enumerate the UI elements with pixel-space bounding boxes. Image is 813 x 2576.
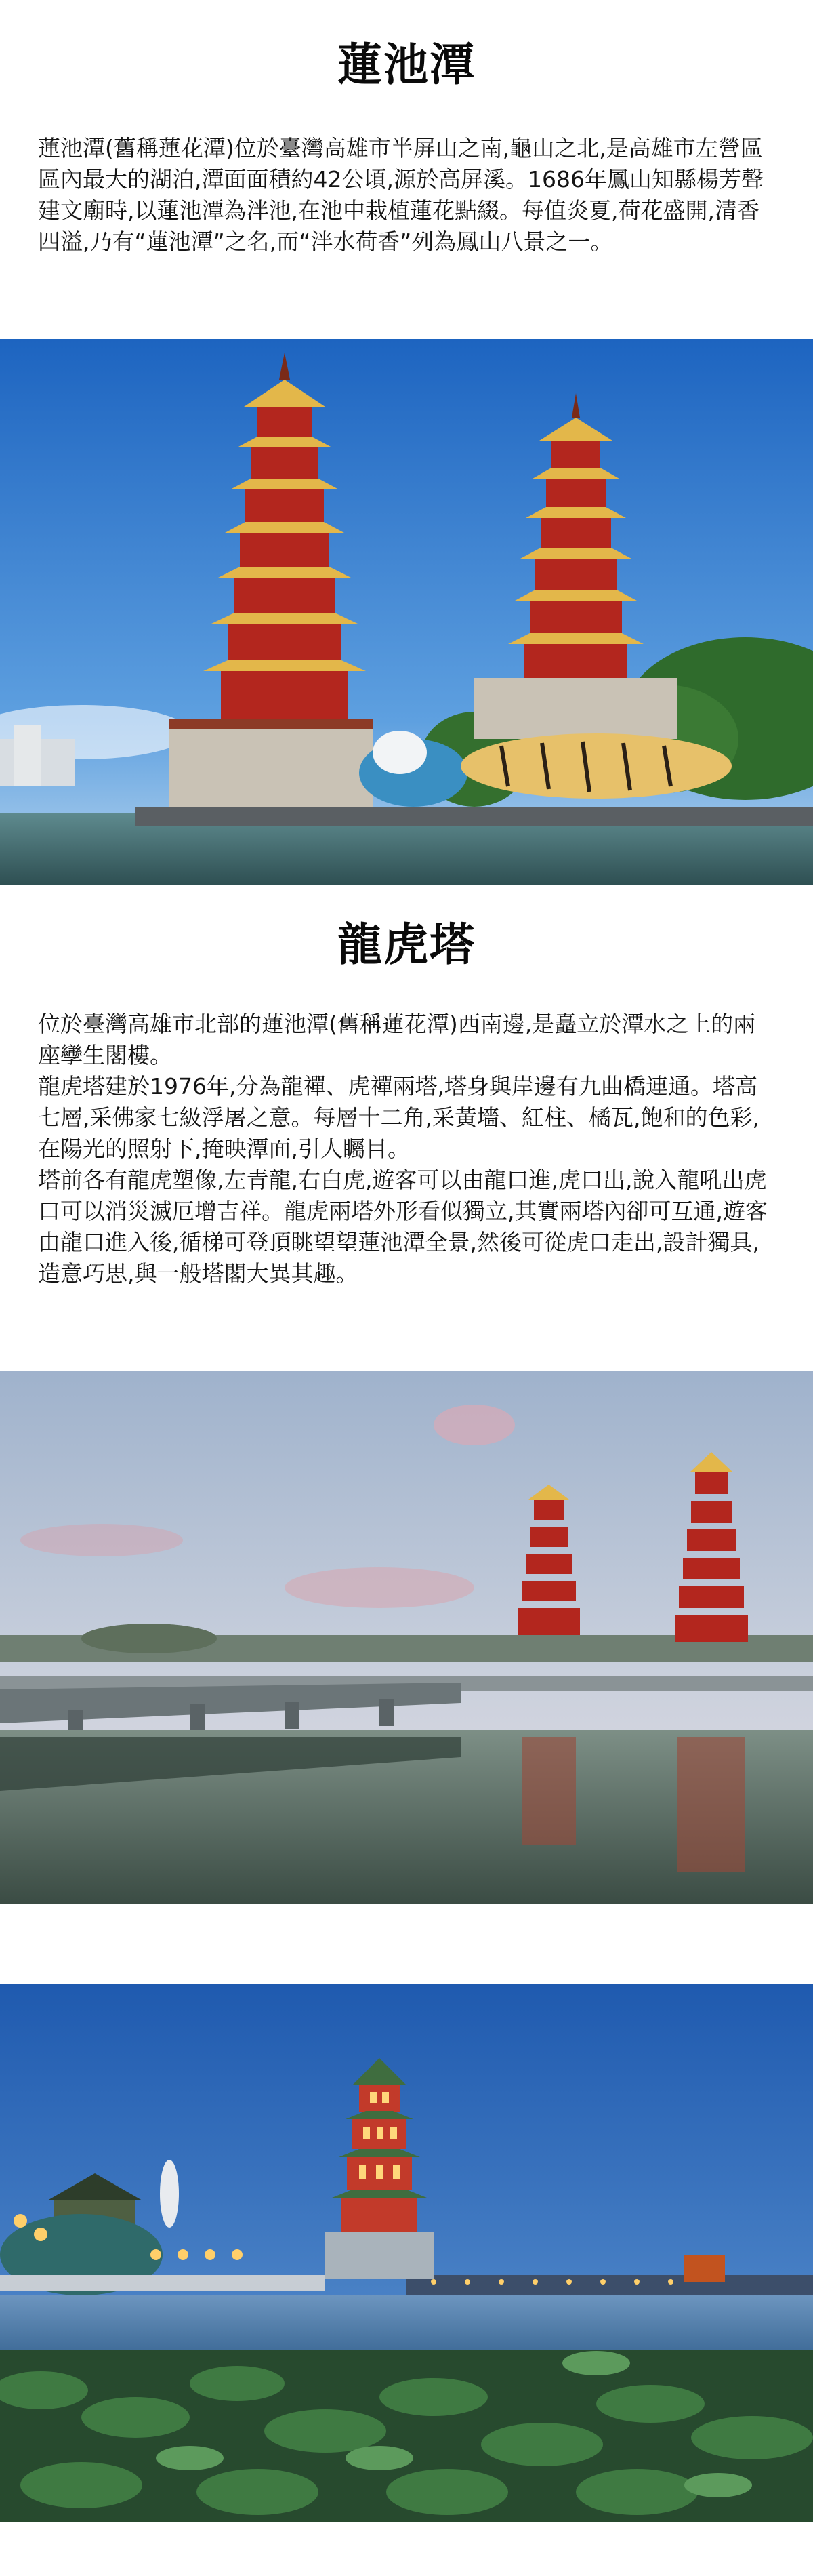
pagodas-history-paragraph: 龍虎塔建於1976年,分為龍禪、虎禪兩塔,塔身與岸邊有九曲橋連通。塔高七層,采佛家七級浮屠之意。每層十二角,采黃墻、紅柱、橘瓦,飽和的色彩,在陽光的照射下,掩映潭面,引人矚目。 bbox=[38, 1073, 759, 1162]
lotus-pond-night-photo bbox=[0, 1984, 813, 2522]
pagodas-location-paragraph: 位於臺灣高雄市北部的蓮池潭(舊稱蓮花潭)西南邊,是矗立於潭水之上的兩座孿生閣樓。 bbox=[38, 1011, 756, 1068]
dragon-tiger-pagodas-photo bbox=[0, 339, 813, 885]
lotus-pond-description: 蓮池潭(舊稱蓮花潭)位於臺灣高雄市半屏山之南,龜山之北,是高雄市左營區區內最大的湖泊,潭面面積約42公頃,源於高屏溪。1686年鳳山知縣楊芳聲建文廟時,以蓮池潭為泮池,在池中栽植蓮花點綴。每值炎夏,荷花盛開,清香四溢,乃有“蓮池潭”之名,而“泮水荷香”列為鳳山八景之一。 bbox=[38, 135, 764, 255]
page-title-lotus-pond: 蓮池潭 bbox=[337, 39, 476, 91]
page-title-dragon-tiger-pagodas: 龍虎塔 bbox=[337, 919, 476, 971]
pagodas-statues-paragraph: 塔前各有龍虎塑像,左青龍,右白虎,遊客可以由龍口進,虎口出,說入龍吼出虎口可以消災滅厄增吉祥。龍虎兩塔外形看似獨立,其實兩塔內卻可互通,遊客由龍口進入後,循梯可登頂眺望望蓮池潭全景,然後可從虎口走出,設計獨具,造意巧思,與一般塔閣大異其趣。 bbox=[38, 1167, 768, 1287]
pagodas-reflection-photo bbox=[0, 1371, 813, 1904]
